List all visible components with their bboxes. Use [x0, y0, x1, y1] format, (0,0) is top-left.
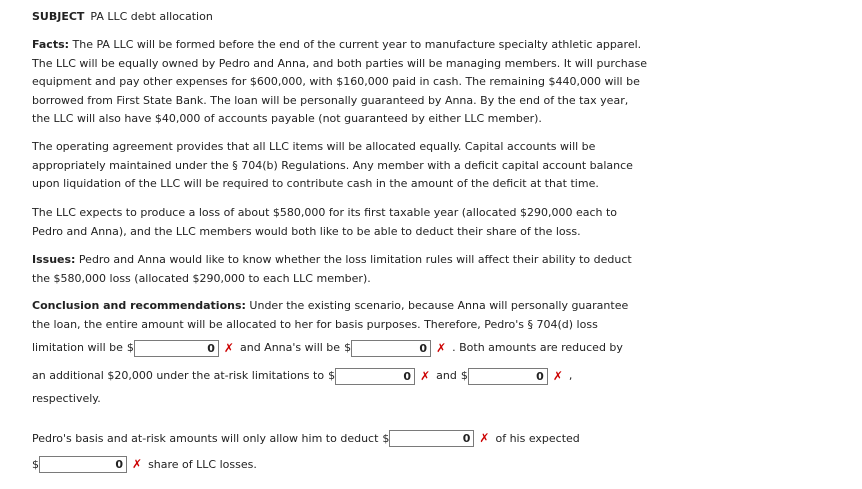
- pedro-expected-share-input[interactable]: 0: [39, 456, 127, 473]
- operating-agreement-paragraph: The operating agreement provides that all LLC items will be allocated equally. Capital accounts will be appropriately maintained under the § 704(b) Regulations. Any member with a deficit capital account balance upon liquidation of the LLC will be required to contribute cash in the amount of the deficit at that time.: [32, 140, 633, 191]
- pedro-deduct-input[interactable]: 0: [389, 430, 474, 447]
- issues-paragraph: [32, 251, 647, 288]
- expected-loss-paragraph: The LLC expects to produce a loss of about $580,000 for its first taxable year (allocated $290,000 each to Pedro and Anna), and the LLC members would both like to be able to deduct their share of the loss.: [32, 206, 618, 238]
- conclusion-row1-text-a: limitation will be: [32, 340, 123, 354]
- pedro-at-risk-money: [328, 367, 415, 386]
- final-row1-text-b: of his expected: [495, 431, 580, 445]
- subject-line: [32, 10, 213, 23]
- final-row-2: [32, 453, 647, 475]
- conclusion-row1-text-c: . Both amounts are reduced by: [452, 340, 623, 354]
- conclusion-intro: [32, 297, 647, 334]
- pedro-deduct-money: [382, 430, 474, 447]
- incorrect-x-icon: ✗: [479, 431, 490, 445]
- incorrect-x-icon: ✗: [420, 368, 431, 383]
- final-paragraph: [32, 427, 647, 475]
- facts-lead: Facts:: [32, 38, 70, 51]
- dollar-sign: $: [32, 457, 39, 471]
- conclusion-row2-text-c: ,: [568, 368, 573, 382]
- conclusion-row3-text: respectively.: [32, 391, 101, 405]
- final-row1-text-a: Pedro's basis and at-risk amounts will only allow him to deduct: [32, 431, 379, 445]
- issues-text: Pedro and Anna would like to know whether the loss limitation rules will affect their ability to deduct the $580,000 loss (allocated $290,000 to each LLC member).: [32, 253, 632, 285]
- final-row-1: [32, 427, 647, 449]
- dollar-sign: $: [328, 368, 336, 382]
- dollar-sign: $: [344, 340, 352, 354]
- dollar-sign: $: [126, 340, 134, 354]
- pedro-704d-money: [127, 339, 219, 358]
- incorrect-x-icon: ✗: [132, 457, 143, 471]
- dollar-sign: $: [460, 368, 468, 382]
- anna-704d-limit-input[interactable]: 0: [351, 340, 431, 357]
- conclusion-row2-text-a: an additional $20,000 under the at-risk limitations to: [32, 368, 325, 382]
- conclusion-lead: Conclusion and recommendations:: [32, 299, 246, 312]
- incorrect-x-icon: ✗: [552, 368, 563, 383]
- facts-paragraph: [32, 36, 647, 129]
- subject-text: PA LLC debt allocation: [90, 10, 213, 23]
- subject-label: SUBJECT: [32, 10, 85, 23]
- conclusion-row-1: [32, 337, 647, 359]
- pedro-at-risk-input[interactable]: 0: [335, 368, 415, 385]
- anna-at-risk-money: [461, 367, 548, 386]
- conclusion-row-3: [32, 388, 647, 410]
- conclusion-row-2: [32, 365, 647, 387]
- conclusion-text: Under the existing scenario, because Anna will personally guarantee the loan, the entire amount will be allocated to her for basis purposes. Therefore, Pedro's § 704(d) loss: [32, 299, 629, 331]
- facts-text: The PA LLC will be formed before the end of the current year to manufacture specialty athletic apparel. The LLC will be equally owned by Pedro and Anna, and both parties will be managing members. It will purchase equipment and pay other expenses for $600,000, with $160,000 paid in cash. The remaining $440,000 will be borrowed from First State Bank. The loan will be personally guaranteed by Anna. By the end of the tax year, the LLC will also have $40,000 of accounts payable (not guaranteed by either LLC member).: [32, 38, 647, 126]
- incorrect-x-icon: ✗: [223, 340, 234, 355]
- pedro-expected-money: [32, 456, 127, 473]
- conclusion-row2-text-b: and: [436, 368, 457, 382]
- dollar-sign: $: [382, 431, 390, 445]
- final-row2-text: share of LLC losses.: [148, 457, 257, 471]
- incorrect-x-icon: ✗: [436, 340, 447, 355]
- issues-lead: Issues:: [32, 253, 76, 266]
- anna-704d-money: [344, 339, 431, 358]
- conclusion-paragraph: [32, 297, 647, 410]
- conclusion-row1-text-b: and Anna's will be: [239, 340, 341, 354]
- pedro-704d-limit-input[interactable]: 0: [134, 340, 219, 357]
- anna-at-risk-input[interactable]: 0: [468, 368, 548, 385]
